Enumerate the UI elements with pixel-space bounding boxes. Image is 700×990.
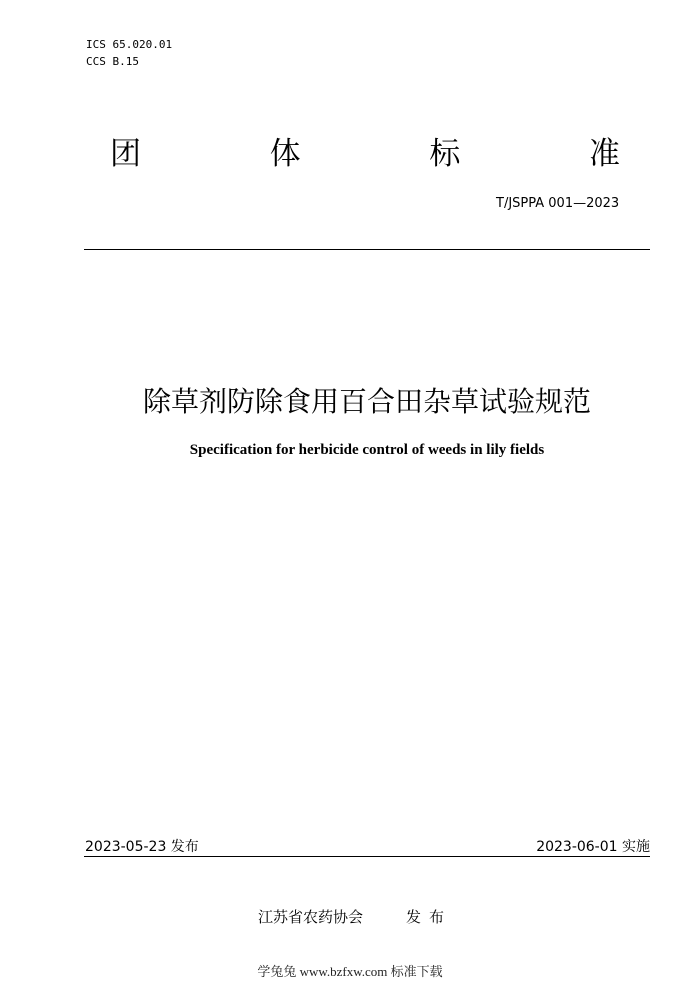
bottom-divider xyxy=(84,856,650,857)
issue-date: 2023-05-23 发布 xyxy=(85,839,199,855)
standard-type-char: 准 xyxy=(588,136,620,172)
document-title-en: Specification for herbicide control of weeds in lily fields xyxy=(189,442,545,458)
ics-code: ICS 65.020.01 xyxy=(86,38,173,51)
implementation-date: 2023-06-01 实施 xyxy=(536,839,650,855)
classification-codes xyxy=(86,36,172,70)
standard-type-char: 体 xyxy=(269,136,301,172)
standard-type-char: 团 xyxy=(110,136,141,172)
ccs-code: CCS B.15 xyxy=(86,55,139,68)
watermark-text: 学兔兔 www.bzfxw.com 标准下载 xyxy=(257,964,443,979)
publish-label: 发布 xyxy=(406,908,453,926)
top-divider xyxy=(84,249,650,250)
standard-type-heading xyxy=(110,134,620,174)
publisher-name: 江苏省农药协会 xyxy=(258,908,364,926)
document-title-cn: 除草剂防除食用百合田杂草试验规范 xyxy=(142,385,591,418)
standard-type-char: 标 xyxy=(429,136,461,172)
standard-number: T/JSPPA 001—2023 xyxy=(496,196,620,211)
